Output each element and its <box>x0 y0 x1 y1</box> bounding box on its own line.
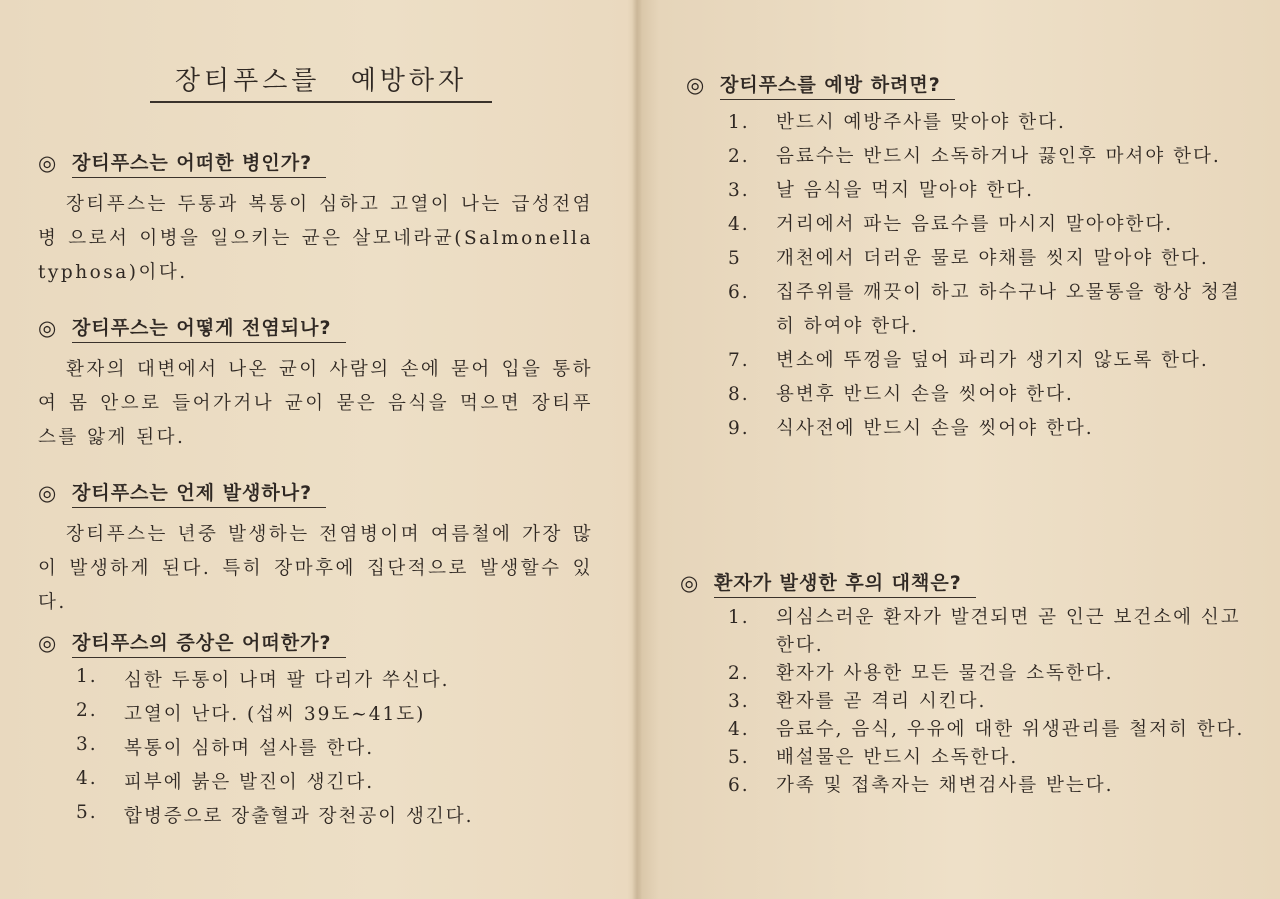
bullseye-icon: ◎ <box>680 571 699 595</box>
section-text: 장티푸스는 년중 발생하는 전염병이며 여름철에 가장 많이 발생하게 된다. 특히 장마후에 집단적으로 발생할수 있다. <box>38 524 593 613</box>
list-item: 1. 의심스러운 환자가 발견되면 곧 인근 보건소에 신고한다. <box>728 607 1241 656</box>
list-item: 1. 반드시 예방주사를 맞아야 한다. <box>728 112 1066 133</box>
section-transmission <box>38 313 593 455</box>
list-item: 2. 환자가 사용한 모든 물건을 소독한다. <box>728 663 1114 684</box>
page-title: 장티푸스를 예방하자 <box>150 60 492 103</box>
list-item: 4. 피부에 붉은 발진이 생긴다. <box>76 768 375 793</box>
list-item: 5 개천에서 더러운 물로 야채를 씻지 말아야 한다. <box>728 248 1209 269</box>
section-text: 장티푸스는 두통과 복통이 심하고 고열이 나는 급성전염병 으로서 이병을 일으키는 균은 살모네라균(Salmonella typhosa)이다. <box>38 194 593 283</box>
section-heading <box>680 568 1246 598</box>
list-item: 1. 심한 두통이 나며 팔 다리가 쑤신다. <box>76 666 450 691</box>
section-heading <box>38 478 593 508</box>
list-item: 7. 변소에 뚜껑을 덮어 파리가 생기지 않도록 한다. <box>728 350 1209 371</box>
list-item: 3. 날 음식을 먹지 말아야 한다. <box>728 180 1034 201</box>
section-heading <box>38 313 593 343</box>
section-heading <box>38 628 593 658</box>
heading-text: 장티푸스의 증상은 어떠한가? <box>72 628 346 658</box>
bullseye-icon: ◎ <box>38 631 57 655</box>
list-item: 3. 환자를 곧 격리 시킨다. <box>728 691 987 712</box>
list-item: 2. 고열이 난다. (섭씨 39도∼41도) <box>76 700 426 725</box>
list-item: 5. 합병증으로 장출혈과 장천공이 생긴다. <box>76 802 474 827</box>
list-item: 9. 식사전에 반드시 손을 씻어야 한다. <box>728 418 1094 439</box>
list-item: 4. 거리에서 파는 음료수를 마시지 말아야한다. <box>728 214 1174 235</box>
bullseye-icon: ◎ <box>38 151 57 175</box>
heading-text: 장티푸스를 예방 하려면? <box>720 70 955 100</box>
list-item: 6. 가족 및 접촉자는 채변검사를 받는다. <box>728 775 1114 796</box>
list-item: 6. 집주위를 깨끗이 하고 하수구나 오물통을 항상 청결히 하여야 한다. <box>728 282 1241 337</box>
heading-text: 장티푸스는 어떻게 전염되나? <box>72 313 346 343</box>
countermeasure-list <box>680 604 1246 800</box>
section-heading <box>686 70 1246 100</box>
list-item: 8. 용변후 반드시 손을 씻어야 한다. <box>728 384 1074 405</box>
heading-text: 장티푸스는 어떠한 병인가? <box>72 148 326 178</box>
section-what-is <box>38 148 593 290</box>
prevention-list <box>686 106 1246 446</box>
bullseye-icon: ◎ <box>38 316 57 340</box>
list-item: 4. 음료수, 음식, 우유에 대한 위생관리를 철저히 한다. <box>728 719 1245 740</box>
section-prevention <box>686 70 1246 446</box>
list-item: 5. 배설물은 반드시 소독한다. <box>728 747 1019 768</box>
bullseye-icon: ◎ <box>38 481 57 505</box>
section-symptoms <box>38 628 593 836</box>
left-page <box>0 0 632 899</box>
section-occurrence <box>38 478 593 620</box>
bullseye-icon: ◎ <box>686 73 705 97</box>
heading-text: 장티푸스는 언제 발생하나? <box>72 478 326 508</box>
list-item: 2. 음료수는 반드시 소독하거나 끓인후 마셔야 한다. <box>728 146 1221 167</box>
center-fold <box>632 0 642 899</box>
symptom-list <box>38 666 593 836</box>
heading-text: 환자가 발생한 후의 대책은? <box>714 568 976 598</box>
list-item: 3. 복통이 심하며 설사를 한다. <box>76 734 375 759</box>
section-heading <box>38 148 593 178</box>
section-text: 환자의 대변에서 나온 균이 사람의 손에 묻어 입을 통하여 몸 안으로 들어가거나 균이 묻은 음식을 먹으면 장티푸스를 앓게 된다. <box>38 359 593 448</box>
section-countermeasures <box>680 568 1246 800</box>
right-page <box>642 0 1280 899</box>
